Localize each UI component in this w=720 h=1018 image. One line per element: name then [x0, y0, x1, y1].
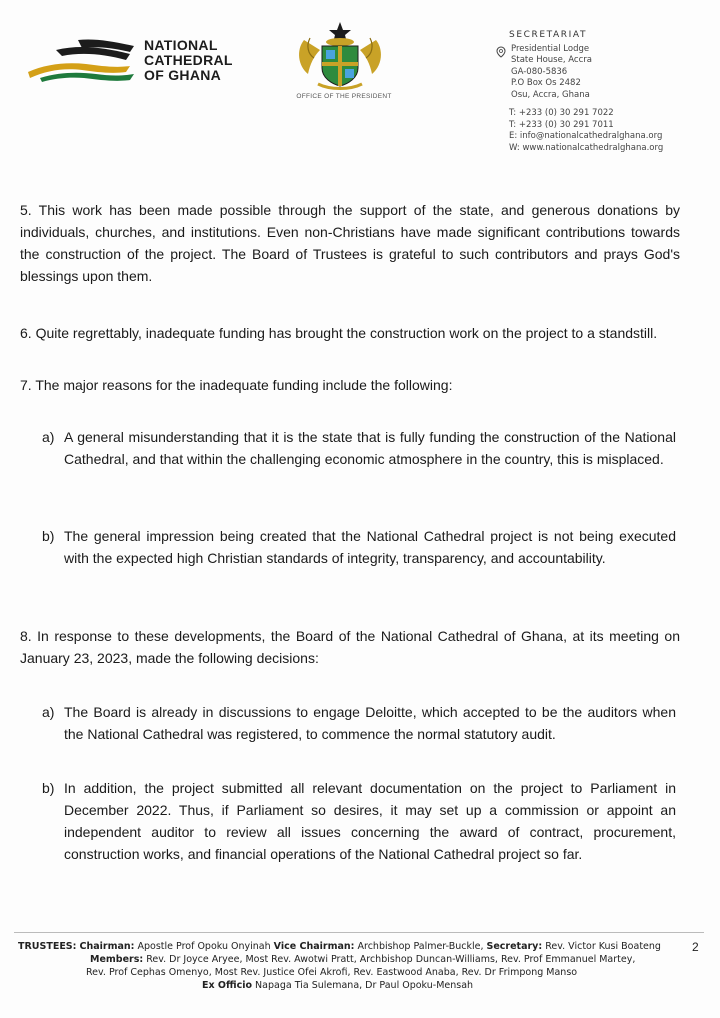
secretary-name: Rev. Victor Kusi Boateng	[545, 941, 661, 952]
vice-chairman-label: Vice Chairman:	[273, 941, 355, 952]
trustees-label: TRUSTEES:	[18, 941, 77, 952]
paragraph-5: 5. This work has been made possible through the support of the state, and generous donations by individuals, churches, and institutions. Even non-Christians have made significant contributions towards the construction of the project. The Board of Trustees is grateful to such contributors and prays God's blessings upon them.	[20, 202, 680, 284]
footer-line-4	[14, 979, 704, 992]
secretary-label: Secretary:	[486, 941, 543, 952]
address-line: Presidential Lodge	[511, 43, 590, 54]
paragraph-8: 8. In response to these developments, the Board of the National Cathedral of Ghana, at its meeting on January 23, 2023, made the following decisions:	[20, 628, 680, 666]
website: W: www.nationalcathedralghana.org	[509, 142, 664, 153]
item-label: a)	[42, 429, 55, 445]
page-number: 2	[692, 940, 699, 954]
ex-officio-label: Ex Officio	[202, 980, 253, 991]
ghana-coat-of-arms	[290, 20, 390, 104]
chairman-label: Chairman:	[79, 941, 135, 952]
chairman-name: Apostle Prof Opoku Onyinah	[137, 941, 271, 952]
address-line: State House, Accra	[511, 55, 592, 65]
organization-name	[144, 38, 233, 83]
org-name-line1: NATIONAL	[144, 37, 218, 53]
address-line: P.O Box Os 2482	[511, 78, 581, 88]
secretariat-block	[509, 30, 709, 154]
trustees-footer	[14, 940, 704, 992]
secretariat-title: SECRETARIAT	[509, 30, 588, 40]
item-label: b)	[42, 780, 55, 796]
secretariat-address	[509, 44, 709, 102]
address-line: Osu, Accra, Ghana	[511, 89, 590, 100]
location-pin-icon	[496, 46, 506, 58]
phone-2: T: +233 (0) 30 291 7011	[509, 119, 614, 130]
item-text: The Board is already in discussions to engage Deloitte, which accepted to be the auditors when the National Cathedral was registered, to commence the normal statutory audit.	[64, 704, 676, 742]
org-name-line3: OF GHANA	[144, 67, 222, 83]
members-label: Members:	[90, 954, 144, 965]
phone-1: T: +233 (0) 30 291 7022	[509, 108, 614, 118]
paragraph-7a	[42, 426, 676, 470]
item-text: In addition, the project submitted all relevant documentation on the project to Parliament in December 2022. Thus, if Parliament so desires, it may set up a commission or appoint an independent auditor to review all issues concerning the award of contract, procurement, construction works, and financial operations of the National Cathedral project so far.	[64, 780, 676, 862]
paragraph-8a	[42, 701, 676, 745]
cathedral-emblem-icon	[26, 36, 138, 82]
national-cathedral-logo	[26, 34, 256, 84]
paragraph-7b	[42, 525, 676, 569]
crest-caption: OFFICE OF THE PRESIDENT	[296, 93, 392, 100]
item-label: a)	[42, 704, 55, 720]
vice-chairman-name: Archbishop Palmer-Buckle,	[357, 941, 484, 952]
members-list-2: Rev. Prof Cephas Omenyo, Most Rev. Justice Ofei Akrofi, Rev. Eastwood Anaba, Rev. Dr Frimpong Manso	[86, 967, 578, 978]
address-line: GA-080-5836	[511, 66, 568, 77]
item-text: The general impression being created that the National Cathedral project is not being executed with the expected high Christian standards of integrity, transparency, and accountability.	[64, 528, 676, 566]
paragraph-8b	[42, 777, 676, 865]
paragraph-7: 7. The major reasons for the inadequate funding include the following:	[20, 377, 453, 393]
ex-officio-names: Napaga Tia Sulemana, Dr Paul Opoku-Mensah	[255, 980, 474, 991]
footer-divider	[14, 932, 704, 933]
item-text: A general misunderstanding that it is the state that is fully funding the construction of the National Cathedral, and that within the challenging economic atmosphere in the country, this is misplaced.	[64, 429, 676, 467]
paragraph-6: 6. Quite regrettably, inadequate funding has brought the construction work on the project to a standstill.	[20, 325, 658, 341]
footer-line-2	[14, 953, 704, 966]
email: E: info@nationalcathedralghana.org	[509, 131, 663, 141]
members-list-1: Rev. Dr Joyce Aryee, Most Rev. Awotwi Pratt, Archbishop Duncan-Williams, Rev. Prof Emmanuel Martey,	[146, 954, 636, 965]
footer-line-1	[14, 940, 704, 953]
item-label: b)	[42, 528, 55, 544]
org-name-line2: CATHEDRAL	[144, 52, 233, 68]
secretariat-contacts	[509, 108, 709, 154]
coat-of-arms-icon	[290, 20, 390, 92]
